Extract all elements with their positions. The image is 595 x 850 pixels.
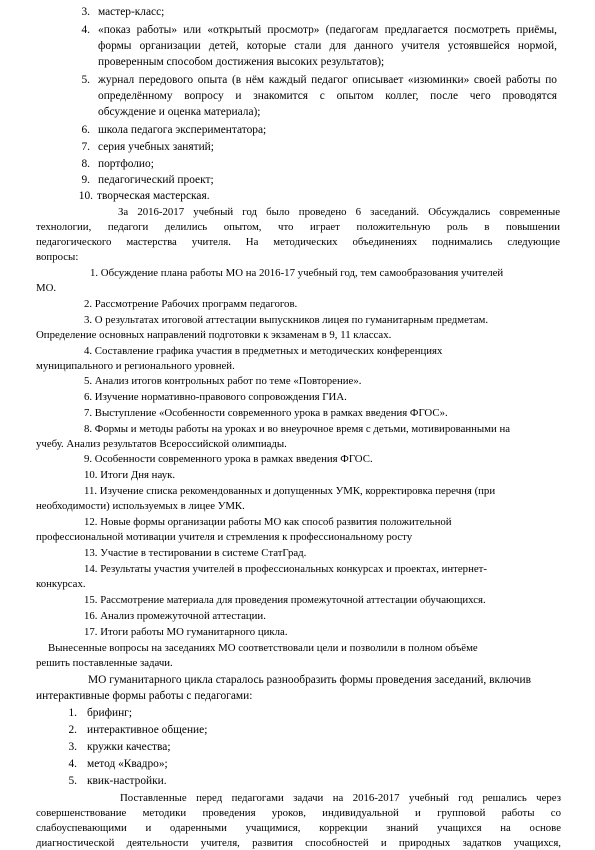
topic-line: 4. Составление графика участия в предметных и методических конференциях (84, 345, 443, 357)
list-item-text: серия учебных занятий; (98, 141, 214, 153)
list-item-number: 2. (68, 724, 77, 736)
list-item-number: 4. (81, 24, 90, 36)
paragraph-line: Поставленные перед педагогами задачи на 2016-2017 учебный год решались через (120, 792, 561, 804)
list-item-text: школа педагога экспериментатора; (98, 124, 267, 136)
list-item-number: 4. (68, 758, 77, 770)
topic-line: 14. Результаты участия учителей в профессиональных конкурсах и проектах, интернет- (84, 563, 487, 575)
paragraph-line: технологии, педагоги делились опытом, что играет положительную роль в повышении (36, 221, 560, 233)
topic-line: МО. (36, 282, 57, 294)
topic-line: 17. Итоги работы МО гуманитарного цикла. (84, 626, 288, 638)
paragraph-line: слабоуспевающими и одаренными учащимися, коррекции знаний учащихся на основе (36, 822, 561, 834)
topic-line: 6. Изучение нормативно-правового сопровождения ГИА. (84, 391, 347, 403)
paragraph-line: совершенствование методики проведения уроков, индивидуальной и групповой работы со (36, 807, 561, 819)
topic-line: 8. Формы и методы работы на уроках и во внеурочное время с детьми, мотивированными на (84, 423, 511, 435)
paragraph-line: диагностической деятельности учителя, развития способностей и природных задатков учащихся, (36, 837, 561, 849)
list-item-number: 8. (81, 158, 90, 170)
topic-line: 1. Обсуждение плана работы МО на 2016-17 учебный год, тем самообразования учителей (90, 267, 504, 279)
list-item-text: обсуждение и оценка материала); (98, 106, 261, 118)
paragraph-line: Вынесенные вопросы на заседаниях МО соответствовали цели и позволили в полном объёме (48, 642, 478, 654)
list-item-text: портфолио; (98, 158, 154, 170)
list-item-text: проверенным способом достижения высоких результатов); (98, 56, 385, 68)
topic-line: 3. О результатах итоговой аттестации выпускников лицея по гуманитарным предметам. (84, 314, 489, 326)
list-item-number: 1. (68, 707, 77, 719)
list-item-text: педагогический проект; (98, 174, 214, 186)
list-item-text: «показ работы» или «открытый просмотр» (педагогам предлагается посмотреть приёмы, (98, 24, 557, 36)
topic-line: муниципального и регионального уровней. (36, 360, 235, 372)
list-item-text: формы организации детей, которые стали для данного учителя устоявшейся нормой, (98, 40, 557, 52)
list-item-number: 3. (81, 6, 90, 18)
topic-line: учебу. Анализ результатов Всероссийской олимпиады. (36, 438, 287, 450)
topic-line: 2. Рассмотрение Рабочих программ педагогов. (84, 298, 298, 310)
list-item-text: мастер-класс; (98, 6, 165, 18)
topic-line: конкурсах. (36, 578, 86, 590)
paragraph-line: вопросы: (36, 251, 79, 263)
list-item-text: творческая мастерская. (97, 190, 210, 202)
list-item-text: кружки качества; (87, 741, 171, 753)
topic-line: 5. Анализ итогов контрольных работ по теме «Повторение». (84, 375, 362, 387)
list-item-number: 5. (81, 74, 90, 86)
list-item-number: 5. (68, 775, 77, 787)
topic-line: Определение основных направлений подготовки к экзаменам в 9, 11 классах. (36, 329, 392, 341)
topic-line: 10. Итоги Дня наук. (84, 469, 176, 481)
paragraph-line: За 2016-2017 учебный год было проведено 6 заседаний. Обсуждались современные (118, 206, 560, 218)
topic-line: необходимости) используемых в лицее УМК. (36, 500, 245, 512)
topic-line: 7. Выступление «Особенности современного урока в рамках введения ФГОС». (84, 407, 448, 419)
list-item-number: 3. (68, 741, 77, 753)
paragraph-line: МО гуманитарного цикла старалось разнообразить формы проведения заседаний, включив (88, 674, 531, 686)
paragraph-line: интерактивные формы работы с педагогами: (36, 690, 253, 702)
list-item-number: 10. (78, 190, 93, 202)
topic-line: 16. Анализ промежуточной аттестации. (84, 610, 266, 622)
list-item-text: определённому вопросу и знакомится с опытом коллег, после чего проводятся (98, 90, 557, 102)
list-item-text: метод «Квадро»; (87, 758, 168, 770)
list-item-text: квик-настройки. (87, 775, 167, 787)
list-item-text: брифинг; (87, 707, 132, 719)
list-item-text: интерактивное общение; (87, 724, 208, 736)
topic-line: 9. Особенности современного урока в рамках введения ФГОС. (84, 453, 373, 465)
list-item-text: журнал передового опыта (в нём каждый педагог описывает «изюминки» своей работы по (98, 74, 557, 86)
topic-line: 12. Новые формы организации работы МО как способ развития положительной (84, 516, 452, 528)
list-item-number: 6. (81, 124, 90, 136)
topic-line: 11. Изучение списка рекомендованных и допущенных УМК, корректировка перечня (при (84, 485, 496, 497)
list-item-number: 9. (81, 174, 90, 186)
topic-line: 15. Рассмотрение материала для проведения промежуточной аттестации обучающихся. (84, 594, 486, 606)
list-item-number: 7. (81, 141, 90, 153)
paragraph-line: педагогического мастерства учителя. На методических объединениях поднимались следующие (36, 236, 560, 248)
topic-line: 13. Участие в тестировании в системе СтатГрад. (84, 547, 307, 559)
paragraph-line: решить поставленные задачи. (36, 657, 173, 669)
topic-line: профессиональной мотивации учителя и стремления к профессиональному росту (36, 531, 413, 543)
